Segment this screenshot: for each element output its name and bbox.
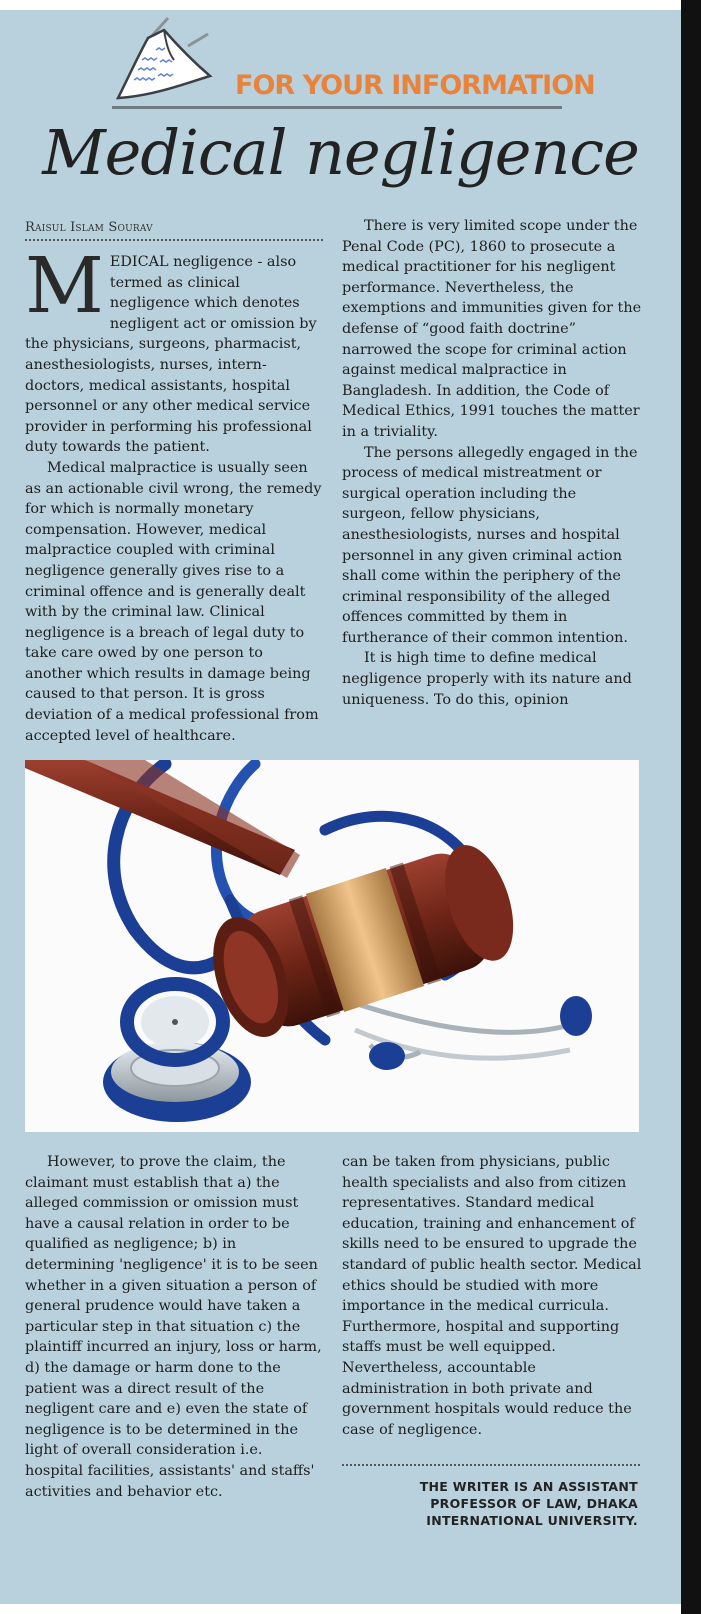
paragraph: There is very limited scope under the Penal Code (PC), 1860 to prosecute a medical practitioner for his negligent performance. Nevertheless, the exemptions and immunities given for the defense of “good faith doctrine” narrowed the scope for criminal action against medical malpractice in Bangladesh. In addition, the Code of Medical Ethics, 1991 touches the matter in a triviality. xyxy=(342,218,642,440)
article-column-1 xyxy=(25,242,323,746)
article-column-4 xyxy=(342,1152,642,1440)
paragraph: can be taken from physicians, public health specialists and also from citizen representatives. Standard medical education, training and enhancement of skills need to be ensured to upgrade the standard of public health sector. Medical ethics should be studied with more importance in the medical curricula. Furthermore, hospital and supporting staffs must be well equipped. Nevertheless, accountable administration in both private and government hospitals would reduce the case of negligence. xyxy=(342,1154,642,1438)
byline: Raisul Islam Sourav xyxy=(25,220,323,241)
section-label: FOR YOUR INFORMATION xyxy=(235,70,595,101)
page-edge xyxy=(681,0,701,1614)
lead-text: EDICAL negligence - also termed as clinical negligence which denotes negligent act or omission by the physicians, surgeons, pharmacist, anesthesiologists, nurses, intern-doctors, medical assistants, hospital personnel or any other medical service provider in performing his professional duty towards the patient. xyxy=(25,254,317,456)
drop-cap: M xyxy=(25,242,104,331)
paper-plane-icon xyxy=(108,16,228,108)
section-kicker xyxy=(108,16,595,112)
article-column-2 xyxy=(342,216,642,710)
paragraph: Medical malpractice is usually seen as an actionable civil wrong, the remedy for which is normally monetary compensation. However, medical malpractice coupled with criminal negligence generally gives rise to a criminal offence and is generally dealt with by the criminal law. Clinical negligence is a breach of legal duty to take care owed by one person to another which results in damage being caused to that person. It is gross deviation of a medical professional from accepted level of healthcare. xyxy=(25,459,322,744)
article-panel xyxy=(0,10,681,1604)
headline: Medical negligence xyxy=(42,116,639,189)
paragraph: The persons allegedly engaged in the process of medical mistreatment or surgical operation including the surgeon, fellow physicians, anesthesiologists, nurses and hospital personnel in any given criminal action shall come within the periphery of the criminal responsibility of the alleged offences committed by them in furtherance of their common intention. xyxy=(342,444,638,646)
writer-note: THE WRITER IS AN ASSISTANT PROFESSOR OF LAW, DHAKA INTERNATIONAL UNIVERSITY. xyxy=(419,1479,638,1528)
article-column-3 xyxy=(25,1152,325,1502)
paragraph: It is high time to define medical negligence properly with its nature and uniqueness. To do this, opinion xyxy=(342,650,632,708)
stethoscope-gavel-photo xyxy=(25,760,639,1132)
paragraph: However, to prove the claim, the claimant must establish that a) the alleged commission or omission must have a causal relation in order to be qualified as negligence; b) in determining 'negligence' it is to be seen whether in a given situation a person of general prudence would have taken a particular step in that situation c) the plaintiff incurred an injury, loss or harm, d) the damage or harm done to the patient was a direct result of the negligent care and e) even the state of negligence is to be determined in the light of overall consideration i.e. hospital facilities, assistants' and staffs' activities and behavior etc. xyxy=(25,1154,322,1500)
kicker-divider xyxy=(112,106,562,109)
lead-paragraph xyxy=(25,242,323,458)
credit-divider xyxy=(342,1464,640,1466)
